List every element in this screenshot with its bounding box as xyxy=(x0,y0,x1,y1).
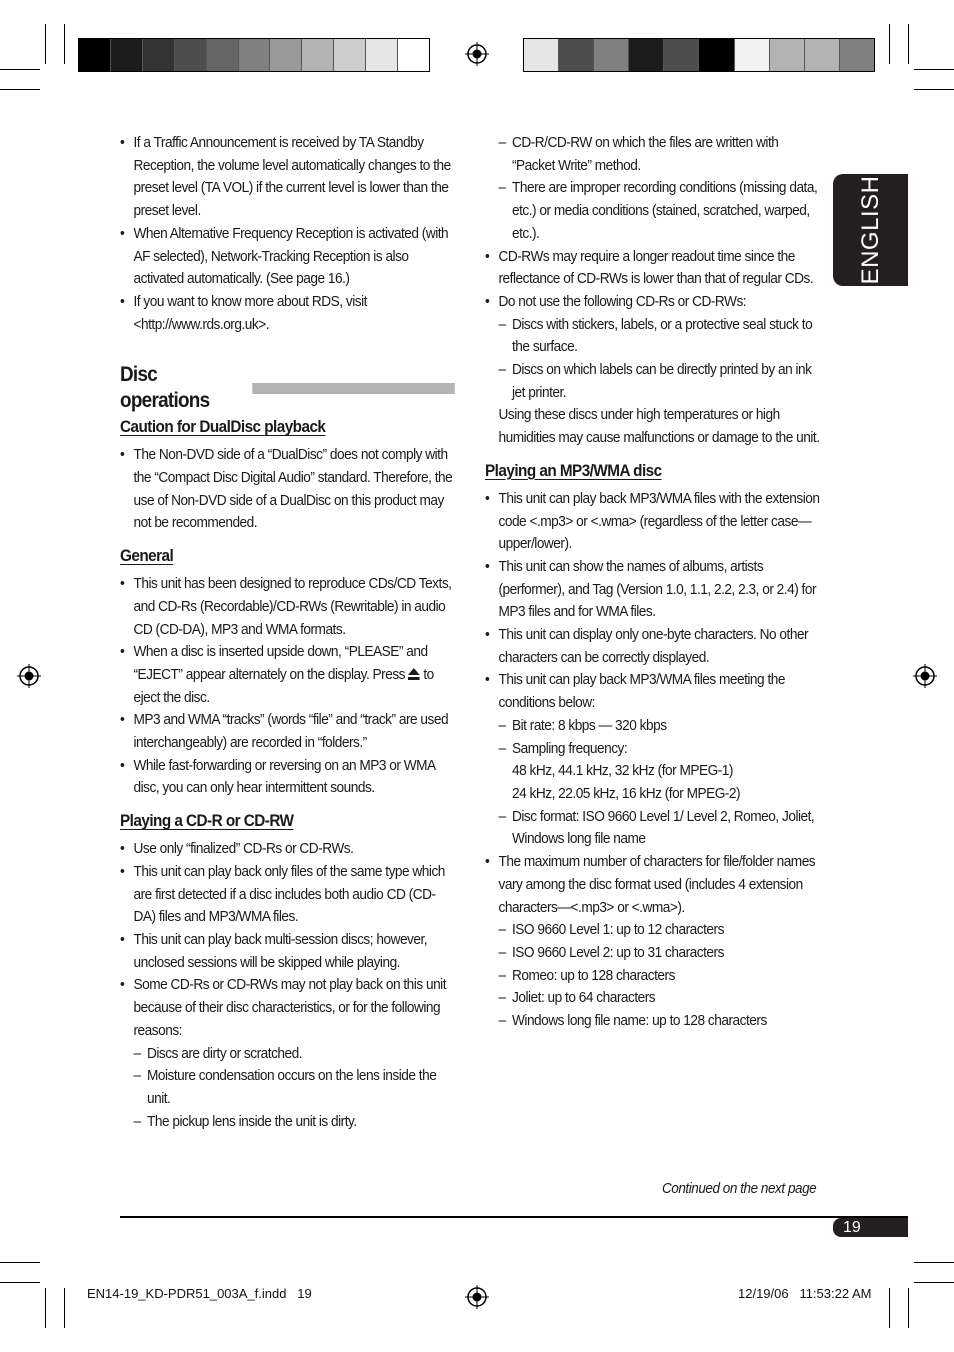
list-item: • This unit has been designed to reproduce CDs/CD Texts, and CD-Rs (Recordable)/CD-RWs (Rewritable) in audio CD (CD-DA), MP3 and WMA formats. xyxy=(120,573,455,641)
dualdisc-heading: Caution for DualDisc playback xyxy=(120,417,326,437)
crop-mark xyxy=(64,1288,65,1328)
color-swatch xyxy=(770,39,805,71)
color-swatch xyxy=(239,39,271,71)
color-swatch xyxy=(143,39,175,71)
crop-mark xyxy=(889,1288,890,1328)
list-item: – Discs with stickers, labels, or a protective seal stuck to the surface. xyxy=(499,314,820,359)
language-tab-label: ENGLISH xyxy=(856,175,884,285)
list-item: • This unit can play back MP3/WMA files with the extension code <.mp3> or <.wma> (regardless of the letter case—upper/lower). xyxy=(485,488,820,556)
list-item: – Romeo: up to 128 characters xyxy=(499,965,820,988)
color-swatch xyxy=(270,39,302,71)
crop-mark xyxy=(0,89,40,90)
crop-mark xyxy=(908,24,909,64)
crop-mark xyxy=(908,1288,909,1328)
max-chars-list xyxy=(485,851,820,919)
color-swatch xyxy=(175,39,207,71)
crop-mark xyxy=(0,1282,40,1283)
list-item: • This unit can show the names of albums, artists (performer), and Tag (Version 1.0, 1.1, 2.2, 2.3, or 2.4) for MP3 files and for WMA files. xyxy=(485,556,820,624)
registration-mark-icon xyxy=(465,1285,489,1309)
crop-mark xyxy=(45,1288,46,1328)
list-item: • This unit can play back MP3/WMA files meeting the conditions below: xyxy=(485,669,820,714)
list-item: – Discs on which labels can be directly printed by an ink jet printer. xyxy=(499,359,820,404)
color-swatch xyxy=(207,39,239,71)
temperature-note: Using these discs under high temperatures or high humidities may cause malfunctions or damage to the unit. xyxy=(498,406,820,447)
page-number: 19 xyxy=(843,1219,861,1236)
crop-mark xyxy=(914,69,954,70)
section-title: Disc operations xyxy=(120,362,455,414)
footer-rule xyxy=(120,1216,908,1218)
list-item: • MP3 and WMA “tracks” (words “file” and “track” are used interchangeably) are recorded in “folders.” xyxy=(120,709,455,754)
list-item: – Sampling frequency: 48 kHz, 44.1 kHz, 32 kHz (for MPEG-1) 24 kHz, 22.05 kHz, 16 kHz (for MPEG-2) xyxy=(499,738,820,806)
color-swatch xyxy=(735,39,770,71)
crop-mark xyxy=(914,89,954,90)
mp3-list xyxy=(485,488,820,715)
section-rule xyxy=(252,383,454,394)
list-item: – Disc format: ISO 9660 Level 1/ Level 2, Romeo, Joliet, Windows long file name xyxy=(499,806,820,851)
color-swatch xyxy=(594,39,629,71)
list-item: • If a Traffic Announcement is received by TA Standby Reception, the volume level automatically changes to the preset level (TA VOL) if the current level is lower than the preset level. xyxy=(120,132,455,223)
color-swatch xyxy=(111,39,143,71)
color-swatch xyxy=(79,39,111,71)
mp3-conditions xyxy=(499,715,820,851)
list-item: • Do not use the following CD-Rs or CD-RWs: xyxy=(485,291,820,314)
list-item: – Joliet: up to 64 characters xyxy=(499,987,820,1010)
color-swatch xyxy=(398,39,429,71)
rds-notes xyxy=(120,132,455,336)
color-swatch xyxy=(840,39,874,71)
list-item: • This unit can play back multi-session discs; however, unclosed sessions will be skipped while playing. xyxy=(120,929,455,974)
footer-file: EN14-19_KD-PDR51_003A_f.indd 19 xyxy=(87,1286,312,1301)
list-item: – CD-R/CD-RW on which the files are written with “Packet Write” method. xyxy=(499,132,820,177)
list-item: – Moisture condensation occurs on the lens inside the unit. xyxy=(134,1065,455,1110)
crop-mark xyxy=(0,1262,40,1263)
crop-mark xyxy=(45,24,46,64)
language-tab xyxy=(833,174,908,286)
crop-mark xyxy=(914,1282,954,1283)
color-bar-left xyxy=(78,38,430,72)
list-item: • While fast-forwarding or reversing on an MP3 or WMA disc, you can only hear intermittent sounds. xyxy=(120,755,455,800)
list-item: • The Non-DVD side of a “DualDisc” does not comply with the “Compact Disc Digital Audio” standard. Therefore, the use of Non-DVD side of a DualDisc on this product may not be recommended. xyxy=(120,444,455,535)
registration-mark-icon xyxy=(17,664,41,688)
list-item: – Bit rate: 8 kbps — 320 kbps xyxy=(499,715,820,738)
list-item: • CD-RWs may require a longer readout time since the reflectance of CD-RWs is lower than that of regular CDs. xyxy=(485,246,820,291)
eject-icon xyxy=(408,668,420,680)
crop-mark xyxy=(64,24,65,64)
list-item: – ISO 9660 Level 2: up to 31 characters xyxy=(499,942,820,965)
donot-list xyxy=(499,314,820,405)
color-swatch xyxy=(805,39,840,71)
list-item: – Discs are dirty or scratched. xyxy=(134,1043,455,1066)
right-column xyxy=(485,132,820,1033)
cdr-list xyxy=(120,838,455,1042)
crop-mark xyxy=(0,69,40,70)
list-item: • This unit can play back only files of the same type which are first detected if a disc includes both audio CD (CD-DA) files and MP3/WMA files. xyxy=(120,861,455,929)
char-limits xyxy=(499,919,820,1033)
list-item: • When a disc is inserted upside down, “PLEASE” and “EJECT” appear alternately on the display. Press to eject the disc. xyxy=(120,641,455,709)
list-item: – ISO 9660 Level 1: up to 12 characters xyxy=(499,919,820,942)
registration-mark-icon xyxy=(913,664,937,688)
footer-timestamp: 12/19/06 11:53:22 AM xyxy=(738,1286,872,1301)
general-list xyxy=(120,573,455,800)
page-number-tab xyxy=(833,1218,908,1237)
list-item: • If you want to know more about RDS, visit <http://www.rds.org.uk>. xyxy=(120,291,455,336)
registration-mark-icon xyxy=(465,42,489,66)
general-heading: General xyxy=(120,546,174,566)
list-item: – The pickup lens inside the unit is dirty. xyxy=(134,1111,455,1134)
color-swatch xyxy=(629,39,664,71)
cdr-heading: Playing a CD-R or CD-RW xyxy=(120,811,294,831)
dualdisc-list xyxy=(120,444,455,535)
crop-mark xyxy=(914,1262,954,1263)
left-column xyxy=(120,132,455,1133)
list-item: • This unit can display only one-byte characters. No other characters can be correctly displayed. xyxy=(485,624,820,669)
color-swatch xyxy=(366,39,398,71)
list-item: • When Alternative Frequency Reception is activated (with AF selected), Network-Tracking Reception is also activated automatically. (See page 16.) xyxy=(120,223,455,291)
reasons-continued xyxy=(499,132,820,246)
list-item: – Windows long file name: up to 128 characters xyxy=(499,1010,820,1033)
cdrw-notes xyxy=(485,246,820,314)
color-swatch xyxy=(664,39,699,71)
list-item: • The maximum number of characters for file/folder names vary among the disc format used (includes 4 extension characters—<.mp3> or <.wma>). xyxy=(485,851,820,919)
continued-note: Continued on the next page xyxy=(662,1180,817,1197)
cdr-reasons xyxy=(134,1043,455,1134)
list-item: • Some CD-Rs or CD-RWs may not play back on this unit because of their disc characteristics, or for the following reasons: xyxy=(120,974,455,1042)
color-bar-right xyxy=(523,38,875,72)
crop-mark xyxy=(889,24,890,64)
color-swatch xyxy=(559,39,594,71)
color-swatch xyxy=(302,39,334,71)
list-item: • Use only “finalized” CD-Rs or CD-RWs. xyxy=(120,838,455,861)
color-swatch xyxy=(524,39,559,71)
color-swatch xyxy=(699,39,734,71)
color-swatch xyxy=(334,39,366,71)
mp3-heading: Playing an MP3/WMA disc xyxy=(485,460,662,480)
list-item: – There are improper recording conditions (missing data, etc.) or media conditions (stained, scratched, warped, etc.). xyxy=(499,177,820,245)
